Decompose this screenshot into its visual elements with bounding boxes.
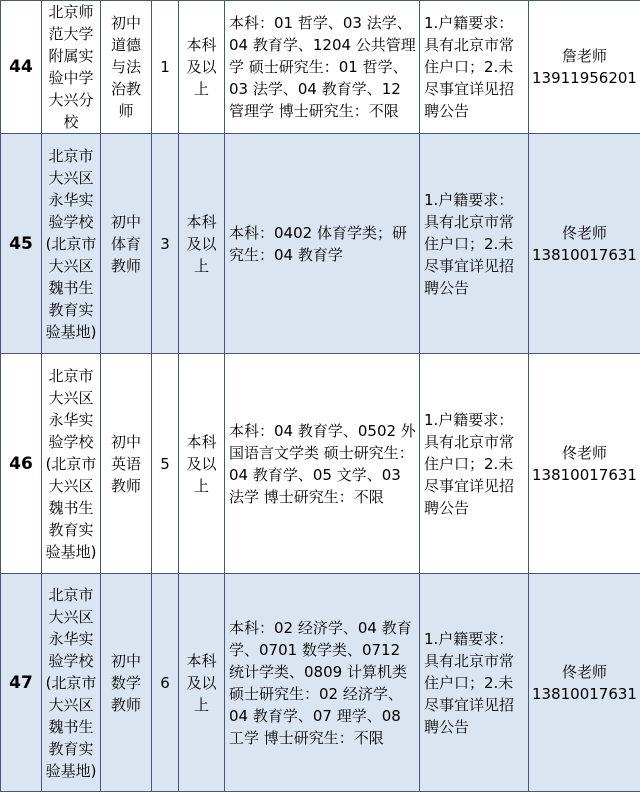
major-requirement: 本科：02 经济学、04 教育学、0701 数学类、0712 统计学类、0809 计算机类 硕士研究生：02 经济学、04 教育学、07 理学、08 工学 博士研究生：不限 (225, 574, 420, 792)
hiring-count: 5 (152, 354, 179, 574)
other-requirements: 1.户籍要求：具有北京市常住户口；2.未尽事宜详见招聘公告 (420, 574, 529, 792)
contact-phone: 13810017631 (531, 683, 638, 705)
contact-cell (529, 574, 640, 792)
row-number: 46 (1, 354, 42, 574)
other-requirements: 1.户籍要求：具有北京市常住户口；2.未尽事宜详见招聘公告 (420, 1, 529, 134)
contact-cell (529, 354, 640, 574)
school-name: 北京市大兴区永华实验学校(北京市大兴区魏书生教育实验基地) (42, 574, 101, 792)
major-requirement: 本科：04 教育学、0502 外国语言文学类 硕士研究生：04 教育学、05 文学、03 法学 博士研究生：不限 (225, 354, 420, 574)
row-number: 45 (1, 134, 42, 354)
education-requirement: 本科及以上 (179, 354, 225, 574)
education-requirement: 本科及以上 (179, 574, 225, 792)
contact-name: 佟老师 (531, 222, 638, 244)
hiring-count: 1 (152, 1, 179, 134)
education-requirement: 本科及以上 (179, 1, 225, 134)
position-title: 初中英语教师 (101, 354, 152, 574)
table-row (1, 1, 640, 134)
major-requirement: 本科：01 哲学、03 法学、04 教育学、1204 公共管理学 硕士研究生：01 哲学、03 法学、04 教育学、12 管理学 博士研究生：不限 (225, 1, 420, 134)
contact-phone: 13911956201 (531, 67, 638, 89)
major-requirement: 本科：0402 体育学类；研究生：04 教育学 (225, 134, 420, 354)
contact-phone: 13810017631 (531, 464, 638, 486)
hiring-count: 3 (152, 134, 179, 354)
table-row (1, 574, 640, 792)
contact-name: 詹老师 (531, 45, 638, 67)
other-requirements: 1.户籍要求：具有北京市常住户口；2.未尽事宜详见招聘公告 (420, 134, 529, 354)
table-row (1, 134, 640, 354)
other-requirements: 1.户籍要求：具有北京市常住户口；2.未尽事宜详见招聘公告 (420, 354, 529, 574)
position-title: 初中数学教师 (101, 574, 152, 792)
education-requirement: 本科及以上 (179, 134, 225, 354)
position-title: 初中体育教师 (101, 134, 152, 354)
school-name: 北京市大兴区永华实验学校(北京市大兴区魏书生教育实验基地) (42, 354, 101, 574)
position-title: 初中道德与法治教师 (101, 1, 152, 134)
school-name: 北京市大兴区永华实验学校(北京市大兴区魏书生教育实验基地) (42, 134, 101, 354)
hiring-count: 6 (152, 574, 179, 792)
contact-cell (529, 1, 640, 134)
contact-name: 佟老师 (531, 442, 638, 464)
contact-name: 佟老师 (531, 661, 638, 683)
contact-cell (529, 134, 640, 354)
row-number: 47 (1, 574, 42, 792)
contact-phone: 13810017631 (531, 244, 638, 266)
school-name: 北京师范大学附属实验中学大兴分校 (42, 1, 101, 134)
row-number: 44 (1, 1, 42, 134)
table-row (1, 354, 640, 574)
